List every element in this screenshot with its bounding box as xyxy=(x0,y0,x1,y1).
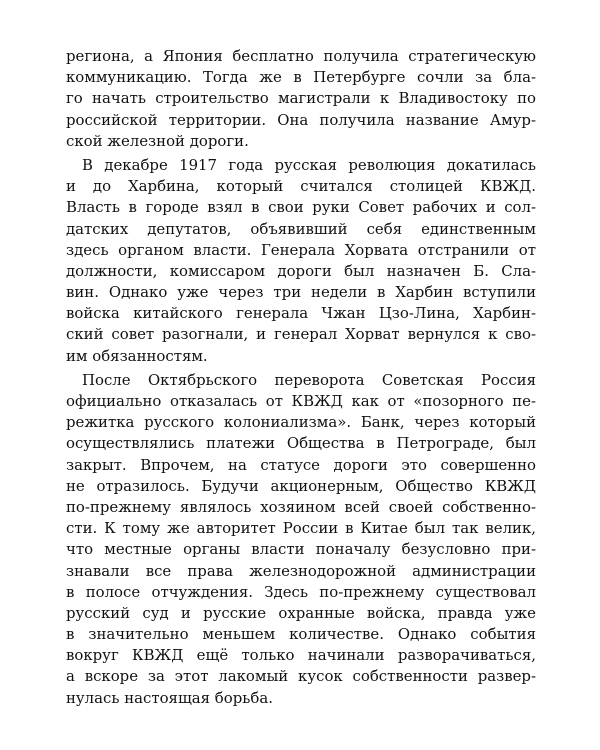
text-line: официально отказалась от КВЖД как от «позорного пе- xyxy=(66,392,536,410)
text-line: в значительно меньшем количестве. Однако события xyxy=(66,625,536,644)
text-line: коммуникацию. Тогда же в Петербурге сочли за бла- xyxy=(66,68,536,87)
text-line: и до Харбина, который считался столицей КВЖД. xyxy=(66,177,536,196)
text-line: здесь органом власти. Генерала Хорвата отстранили от xyxy=(66,240,536,259)
text-line: вокруг КВЖД ещё только начинали разворачиваться, xyxy=(66,646,536,665)
text-line: датских депутатов, объявивший себя единственным xyxy=(66,219,536,238)
text-line: что местные органы власти поначалу безусловно при- xyxy=(66,540,536,559)
text-line: вин. Однако уже через три недели в Харбин вступили xyxy=(66,283,536,302)
text-line: войска китайского генерала Чжан Цзо-Лина, Харбин- xyxy=(66,304,536,323)
paragraph-2 xyxy=(66,155,536,367)
text-line: После Октябрьского переворота Советская Россия xyxy=(82,370,536,389)
paragraph-3 xyxy=(66,370,536,709)
text-line: региона, а Япония бесплатно получила стратегическую xyxy=(66,47,536,65)
text-line: осуществлялись платежи Общества в Петрограде, был xyxy=(66,434,536,453)
text-line: должности, комиссаром дороги был назначен Б. Сла- xyxy=(66,261,536,280)
text-line: им обязанностям. xyxy=(66,346,208,365)
text-line: в полосе отчуждения. Здесь по-прежнему существовал xyxy=(66,582,536,601)
text-line: ский совет разогнали, и генерал Хорват вернулся к сво- xyxy=(66,325,536,344)
text-line: а вскоре за этот лакомый кусок собственности развер- xyxy=(66,667,536,686)
text-line: закрыт. Впрочем, на статусе дороги это совершенно xyxy=(66,455,536,474)
text-line: режитка русского колониализма». Банк, через который xyxy=(66,413,536,432)
text-line: российской территории. Она получила название Амур- xyxy=(66,110,536,129)
text-line: сти. К тому же авторитет России в Китае был так велик, xyxy=(66,519,536,538)
text-line: по-прежнему являлось хозяином всей своей собственно- xyxy=(66,497,536,516)
text-line: знавали все права железнодорожной администрации xyxy=(66,561,536,580)
text-line: го начать строительство магистрали к Владивостоку по xyxy=(66,89,536,108)
text-line: русский суд и русские охранные войска, правда уже xyxy=(66,603,536,622)
paragraph-1 xyxy=(66,46,536,152)
text-line: не отразилось. Будучи акционерным, Общество КВЖД xyxy=(66,476,536,495)
text-line: В декабре 1917 года русская революция докатилась xyxy=(82,155,536,174)
text-line: нулась настоящая борьба. xyxy=(66,688,273,707)
book-page xyxy=(66,46,536,709)
text-line: ской железной дороги. xyxy=(66,131,249,150)
text-line: Власть в городе взял в свои руки Совет рабочих и сол- xyxy=(66,198,536,217)
